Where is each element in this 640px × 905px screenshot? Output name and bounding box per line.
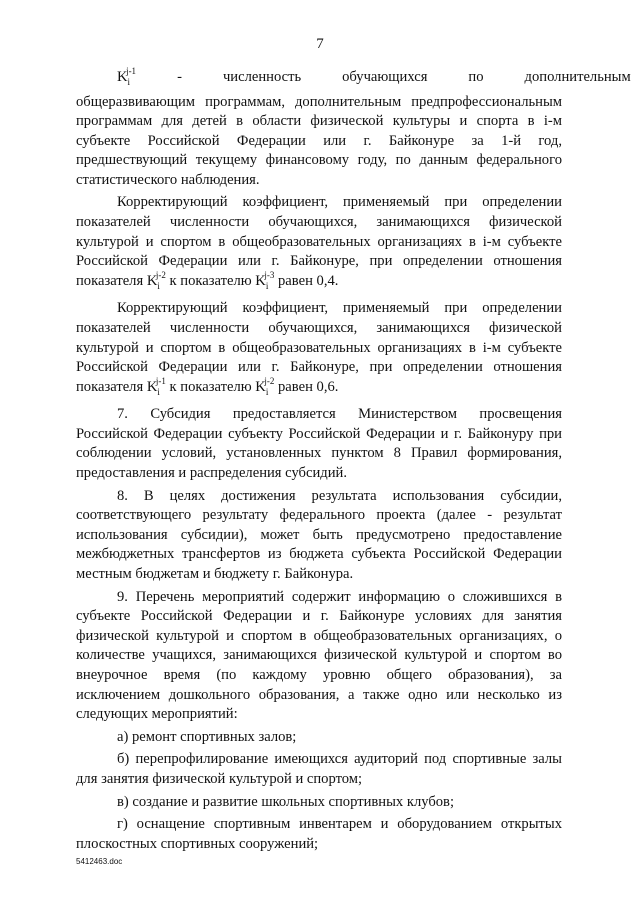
list-item: б) перепрофилирование имеющихся аудиторий под спортивные залы для занятия физической культурой и спортом; [76, 751, 562, 787]
page-number: 7 [316, 36, 324, 52]
definition-word: численность [222, 69, 302, 85]
list-item: в) создание и развитие школьных спортивных клубов; [117, 793, 454, 810]
definition-word: обучающихся [342, 69, 428, 85]
definition-word: дополнительным [524, 69, 631, 85]
definition-text: общеразвивающим программам, дополнительным предпрофессиональным программам для детей в области физической культуры и спорта в i-м субъекте Российской Федерации или г. Байконуре за 1-й год, предшествующий текущему финансовому году, по данным федерального статистического наблюдения. [76, 93, 562, 188]
k-symbol: $K_i^{j-1}$ [117, 66, 137, 87]
document-body [76, 66, 631, 857]
definition-head [76, 66, 631, 93]
coefficient-paragraph-2: Корректирующий коэффициент, применяемый при определении показателей численности обучающихся, занимающихся физической культурой и спортом в общеобразовательных организациях в i-м субъекте Российской Федерации или г. Байконуре, при определении отношения показателя $K_i^{j-1}$ к показателю $K_i^{j-2}$ равен 0,6. [76, 300, 562, 397]
paragraph-7: 7. Субсидия предоставляется Министерством просвещения Российской Федерации субъекту Российской Федерации и г. Байконуру при соблюдении условий, установленных пунктом 8 Правил формирования, предоставления и распределения субсидий. [76, 406, 562, 481]
coefficient-paragraph-1: Корректирующий коэффициент, применяемый при определении показателей численности обучающихся, занимающихся физической культурой и спортом в общеобразовательных организациях в i-м субъекте Российской Федерации или г. Байконуре, при определении отношения показателя $K_i^{j-2}$ к показателю $K_i^{j-3}$ равен 0,4. [76, 194, 562, 291]
file-name-footer: 5412463.doc [76, 857, 123, 866]
list-item: а) ремонт спортивных залов; [117, 728, 297, 745]
paragraph-8: 8. В целях достижения результата использования субсидии, соответствующего результату федерального проекта (далее - результат использования субсидии), может быть предусмотрено предоставление межбюджетных трансфертов из бюджета субъекта Российской Федерации местным бюджетам и бюджету г. Байконура. [76, 487, 562, 582]
list-item: г) оснащение спортивным инвентарем и оборудованием открытых плоскостных спортивных сооружений; [76, 816, 562, 852]
definition-word: по [468, 69, 484, 85]
definition-word: - [177, 69, 182, 85]
paragraph-9: 9. Перечень мероприятий содержит информацию о сложившихся в субъекте Российской Федерации и г. Байконуре условиях для занятия физической культурой и спортом в общеобразовательных организациях, о количестве учащихся, занимающихся физической культурой и спортом во внеурочное время (по каждому уровню общего образования), за исключением дошкольного образования, а также одно или несколько из следующих мероприятий: [76, 588, 562, 723]
